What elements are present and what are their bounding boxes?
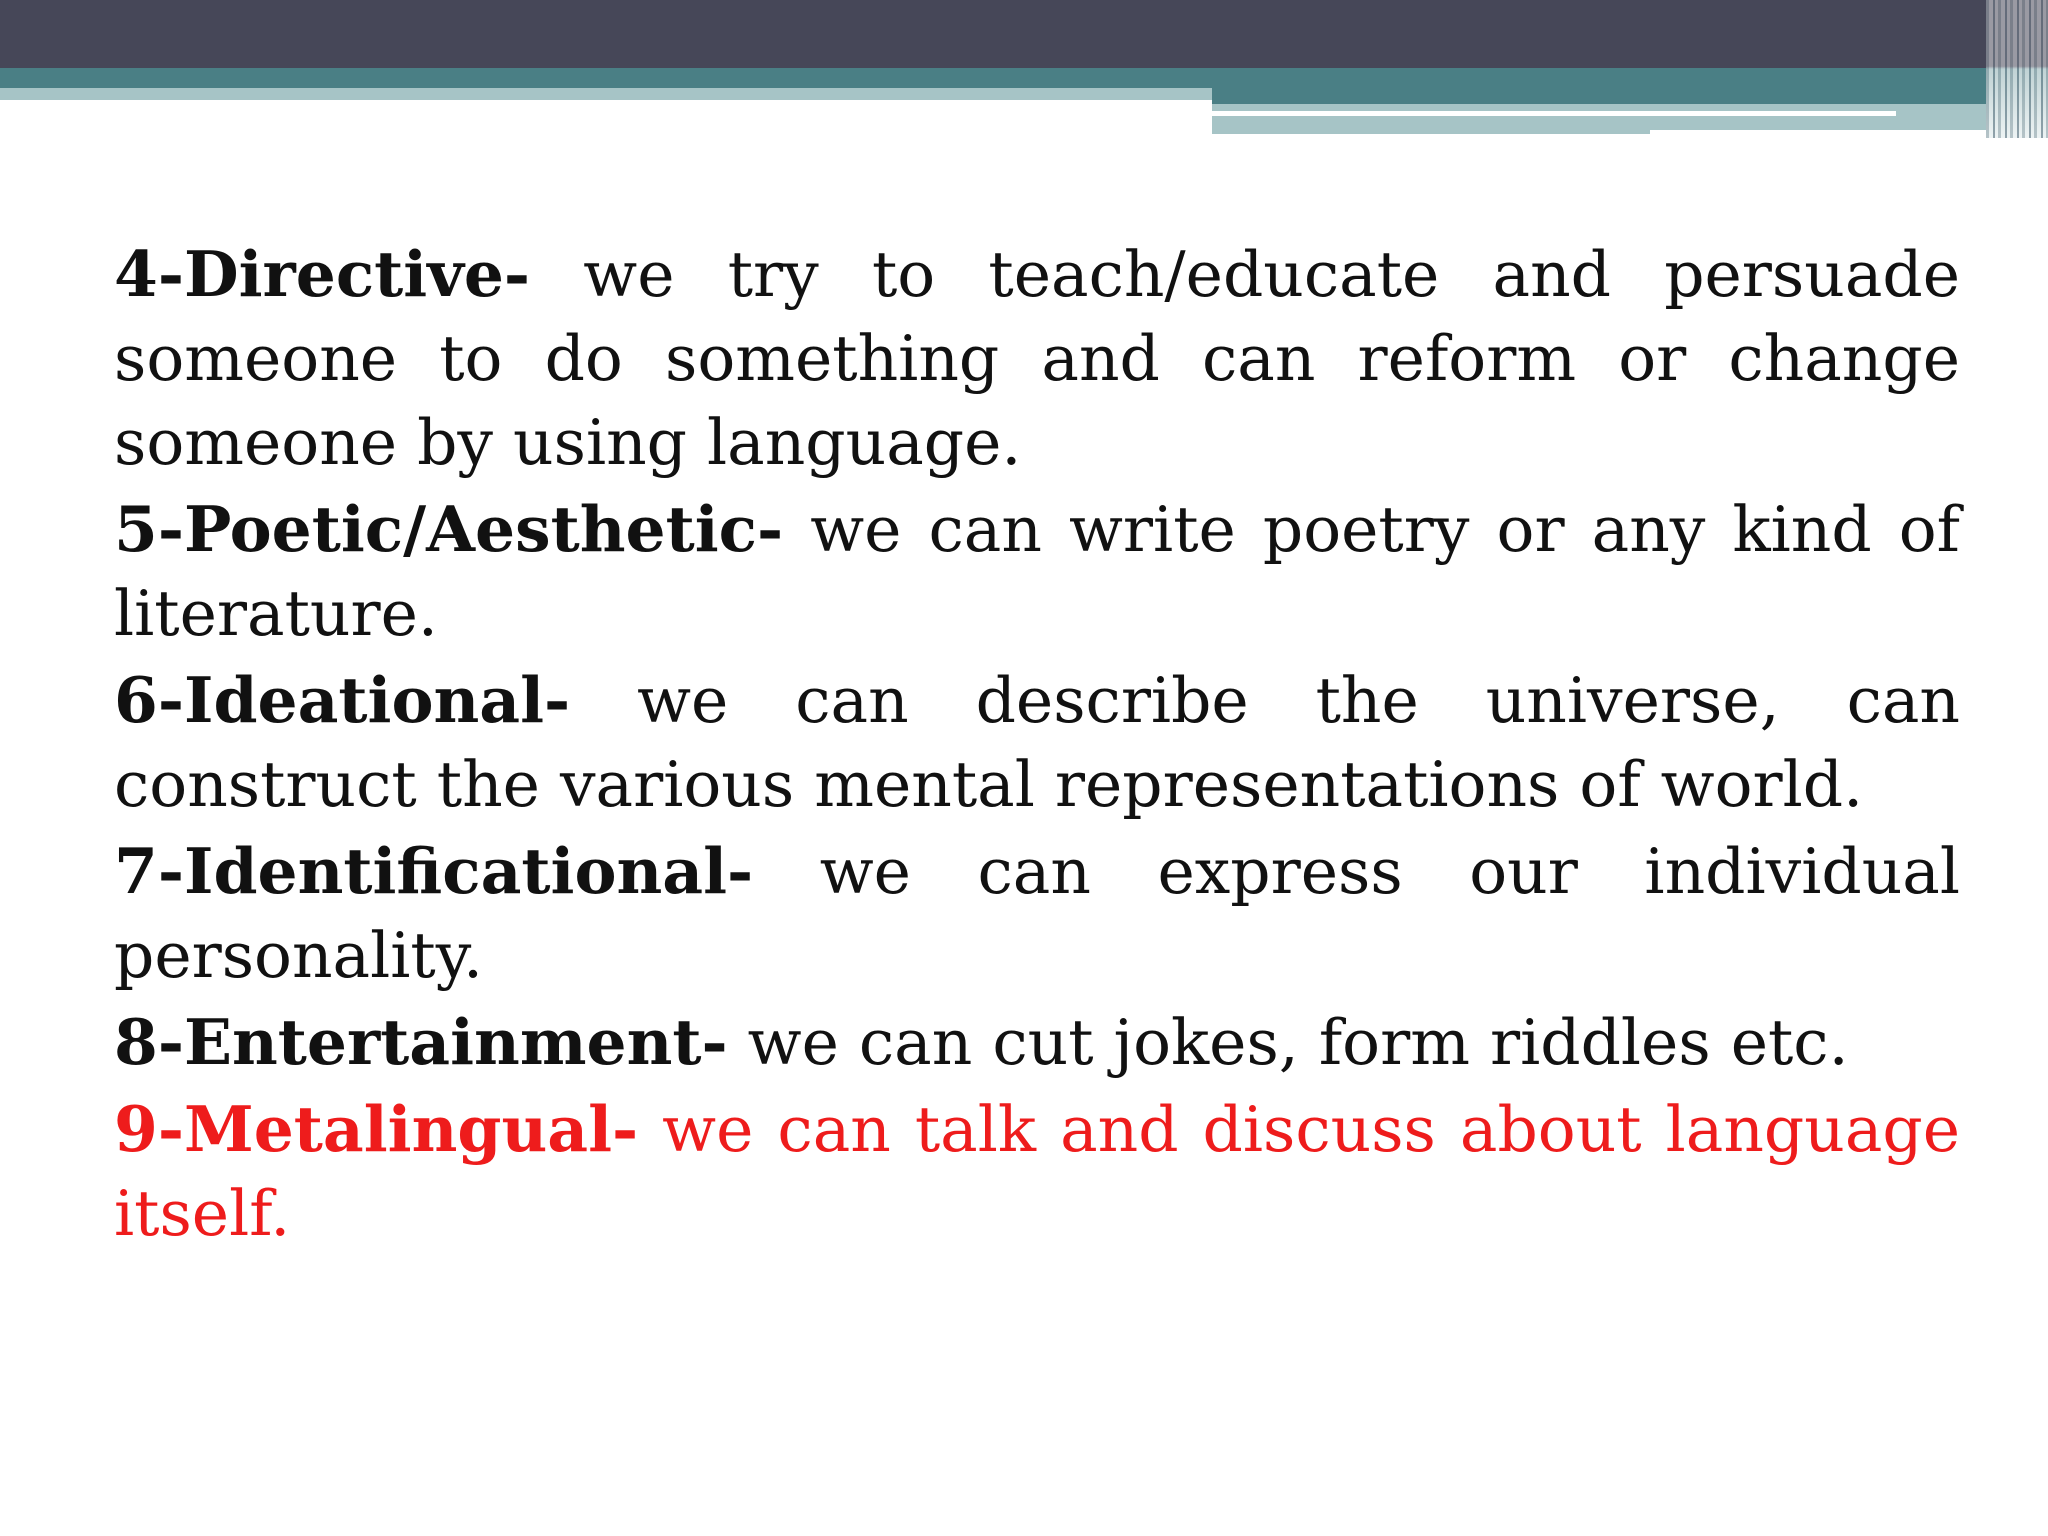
function-item-identificational — [114, 829, 1960, 998]
function-item-poetic — [114, 487, 1960, 656]
function-term: 8-Entertainment- — [114, 1005, 728, 1079]
function-term: 9-Metalingual- — [114, 1092, 639, 1166]
header-dark-bar — [0, 0, 2048, 68]
function-description: we can talk and discuss about language itself. — [114, 1093, 1960, 1250]
function-item-ideational — [114, 658, 1960, 827]
header-teal-bar-right — [1212, 88, 2048, 104]
function-term: 6-Ideational- — [114, 663, 571, 737]
header-light-bar-left — [0, 88, 1212, 100]
slide-content — [114, 232, 1960, 1258]
function-description: we can write poetry or any kind of literature. — [114, 493, 1960, 650]
function-item-metalingual — [114, 1087, 1960, 1256]
function-term: 5-Poetic/Aesthetic- — [114, 492, 784, 566]
function-description: we can express our individual personality. — [114, 835, 1960, 992]
function-term: 7-Identificational- — [114, 834, 754, 908]
function-description: we can describe the universe, can construct the various mental representations of world. — [114, 664, 1960, 821]
function-item-directive — [114, 232, 1960, 485]
header-teal-bar — [0, 68, 2048, 88]
header-stripe-overlay — [1986, 0, 2048, 138]
function-description: we can cut jokes, form riddles etc. — [727, 1006, 1849, 1079]
function-term: 4-Directive- — [114, 237, 531, 311]
function-description: we try to teach/educate and persuade someone to do something and can reform or change someone by using language. — [114, 238, 1960, 479]
function-item-entertainment — [114, 1000, 1960, 1085]
header-accent-line — [1212, 111, 1896, 116]
